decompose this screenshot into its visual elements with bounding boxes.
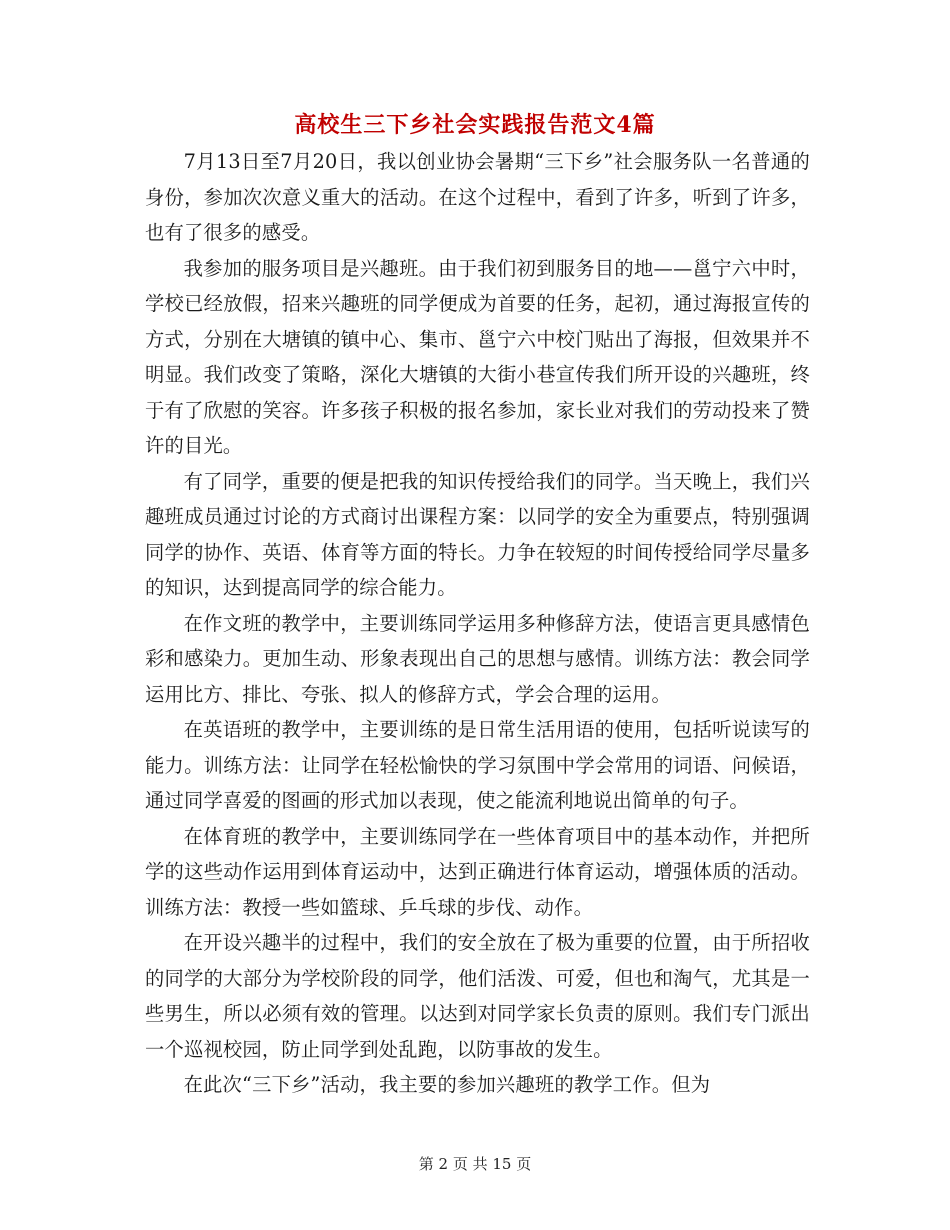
paragraph-4: 在作文班的教学中，主要训练同学运用多种修辞方法，使语言更具感情色彩和感染力。更加生动、形象表现出自己的思想与感情。训练方法：教会同学运用比方、排比、夸张、拟人的修辞方式，学会合理的运用。 <box>145 611 810 706</box>
paragraph-2: 我参加的服务项目是兴趣班。由于我们初到服务目的地——邕宁六中时，学校已经放假，招来兴趣班的同学便成为首要的任务，起初，通过海报宣传的方式，分别在大塘镇的镇中心、集市、邕宁六中校门贴出了海报，但效果并不明显。我们改变了策略，深化大塘镇的大街小巷宣传我们所开设的兴趣班，终于有了欣慰的笑容。许多孩子积极的报名参加，家长业对我们的劳动投来了赞许的目光。 <box>145 256 810 457</box>
document-body <box>145 144 810 1103</box>
paragraph-6: 在体育班的教学中，主要训练同学在一些体育项目中的基本动作，并把所学的这些动作运用到体育运动中，达到正确进行体育运动，增强体质的活动。训练方法：教授一些如篮球、乒乓球的步伐、动作。 <box>145 824 810 919</box>
paragraph-8: 在此次“三下乡”活动，我主要的参加兴趣班的教学工作。但为 <box>183 1073 711 1096</box>
paragraph-5: 在英语班的教学中，主要训练的是日常生活用语的使用，包括听说读写的能力。训练方法：让同学在轻松愉快的学习氛围中学会常用的词语、问候语，通过同学喜爱的图画的形式加以表现，使之能流利地说出简单的句子。 <box>145 718 810 812</box>
paragraph-7: 在开设兴趣半的过程中，我们的安全放在了极为重要的位置，由于所招收的同学的大部分为学校阶段的同学，他们活泼、可爱，但也和淘气，尤其是一些男生，所以必须有效的管理。以达到对同学家长负责的原则。我们专门派出一个巡视校园，防止同学到处乱跑，以防事故的发生。 <box>145 931 810 1061</box>
paragraph-3: 有了同学，重要的便是把我的知识传授给我们的同学。当天晚上，我们兴趣班成员通过讨论的方式商讨出课程方案：以同学的安全为重要点，特别强调同学的协作、英语、体育等方面的特长。力争在较短的时间传授给同学尽量多的知识，达到提高同学的综合能力。 <box>145 469 810 599</box>
document-title: 高校生三下乡社会实践报告范文4篇 <box>294 112 656 138</box>
page-number-footer: 第 2 页 共 15 页 <box>418 1155 532 1173</box>
paragraph-1: 7月13日至7月20日，我以创业协会暑期“三下乡”社会服务队一名普通的身份，参加次次意义重大的活动。在这个过程中，看到了许多，听到了许多，也有了很多的感受。 <box>145 150 810 244</box>
